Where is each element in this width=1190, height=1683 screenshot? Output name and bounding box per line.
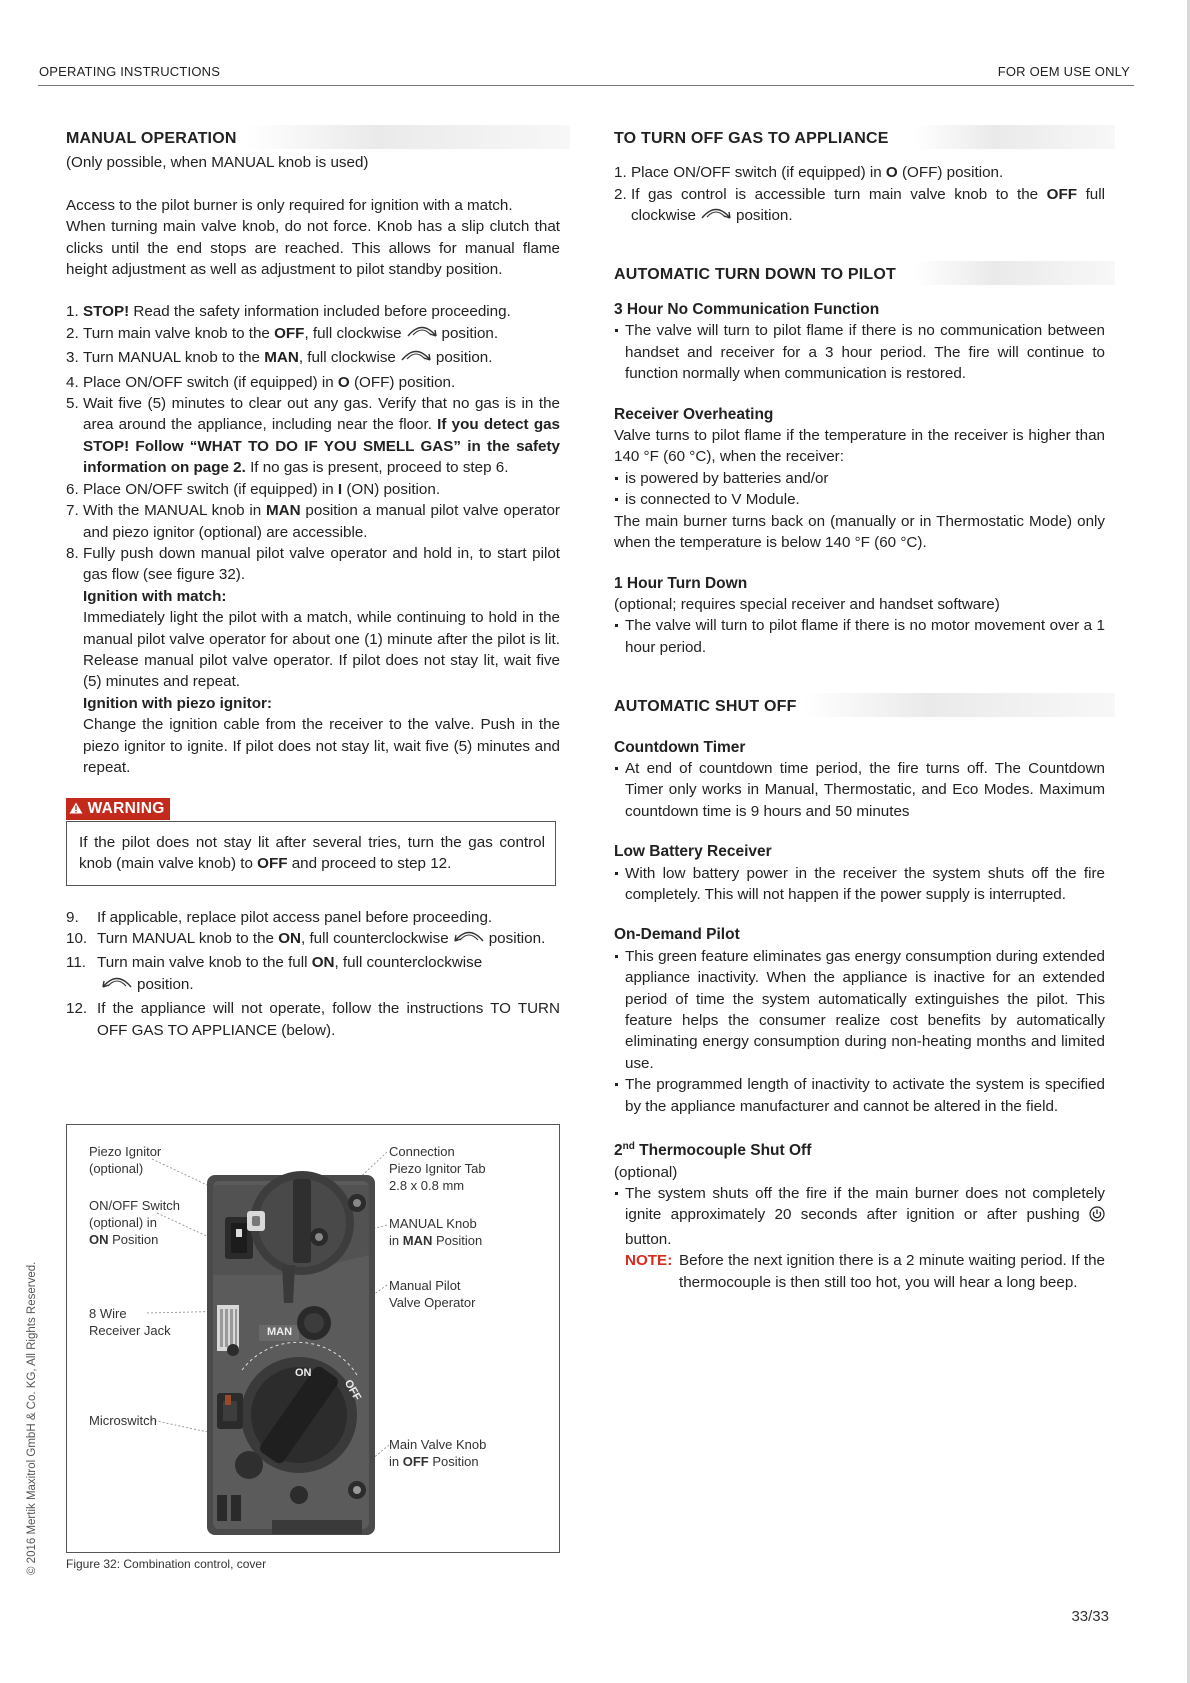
one-hour-turndown-heading: 1 Hour Turn Down <box>614 574 748 592</box>
overheating-bullet-1: is powered by batteries and/or <box>614 468 1105 489</box>
page-header <box>38 62 1134 86</box>
label-onoff-switch: ON/OFF Switch (optional) in ON Position <box>89 1198 181 1247</box>
overheating-bullet-2: is connected to V Module. <box>614 489 1105 510</box>
clockwise-arrow-icon <box>399 347 433 371</box>
figure-32 <box>66 1124 560 1553</box>
device-on-label: ON <box>295 1367 312 1379</box>
thermocouple-note: NOTE: Before the next ignition there is a 2 minute waiting period. If the thermocouple is then still too hot, you will hear a long beep. <box>625 1252 1105 1291</box>
clockwise-arrow-icon <box>699 205 733 229</box>
figure-caption: Figure 32: Combination control, cover <box>66 1557 267 1571</box>
receiver-overheating-text: Valve turns to pilot flame if the temperature in the receiver is higher than 140 °F (60 °C), when the receiver: <box>614 427 1105 466</box>
step-11: 11. Turn main valve knob to the full ON, full counterclockwise position. <box>66 952 560 998</box>
label-manual-knob: MANUAL Knob in MAN Position <box>389 1216 483 1248</box>
step-4: 4. Place ON/OFF switch (if equipped) in O (OFF) position. <box>66 373 456 391</box>
turn-off-steps <box>614 162 1105 229</box>
on-demand-pilot-heading: On-Demand Pilot <box>614 926 740 944</box>
label-microswitch: Microswitch <box>89 1413 157 1428</box>
turnoff-step-2: 2. If gas control is accessible turn main valve knob to the OFF full clockwise position. <box>614 184 1105 230</box>
thermocouple-optional: (optional) <box>614 1163 678 1181</box>
right-column <box>614 128 1105 1293</box>
one-hour-turndown-note: (optional; requires special receiver and handset software) <box>614 595 1000 613</box>
counterclockwise-arrow-icon <box>100 974 134 998</box>
ignition-match-text: Immediately light the pilot with a match, while continuing to hold in the manual pilot valve operator for about one (1) minute after the pilot is lit. Release manual pilot valve operator. If pilot does not stay lit, wait five (5) minutes and repeat. <box>83 609 560 691</box>
device-off-label: OFF <box>341 1377 364 1403</box>
device-man-label: MAN <box>267 1326 293 1338</box>
power-button-icon <box>1089 1206 1105 1228</box>
manual-intro-2: When turning main valve knob, do not force. Knob has a slip clutch that clicks until the end stops are reached. This allows for manual flame height adjustment as well as adjustment to pilot standby position. <box>66 218 560 279</box>
step-9: 9. If applicable, replace pilot access panel before proceeding. <box>66 908 493 926</box>
step-12: 12. If the appliance will not operate, follow the instructions TO TURN OFF GAS TO APPLIANCE (below). <box>66 1000 560 1039</box>
countdown-timer-heading: Countdown Timer <box>614 738 746 756</box>
step-8: 8. Fully push down manual pilot valve operator and hold in, to start pilot gas flow (see figure 32). Ignition with match: Immediately light the pilot with a match, while continuing to hold in the manual pilot valve operator for about one (1) minute after the pilot is lit. Release manual pilot valve operator. If pilot does not stay lit, wait five (5) minutes and repeat. Ignition with piezo ignitor: Change the ignition cable from the receiver to the valve. Push in the piezo ignitor to ignite. If pilot does not stay lit, wait five (5) minutes and repeat. <box>66 543 560 778</box>
clockwise-arrow-icon <box>405 323 439 347</box>
thermocouple-heading: 2nd Thermocouple Shut Off <box>614 1141 812 1160</box>
receiver-overheating-text-2: The main burner turns back on (manually or in Thermostatic Mode) only when the temperature is below 140 °F (60 °C). <box>614 512 1105 552</box>
label-main-valve-knob: Main Valve Knob in OFF Position <box>389 1437 487 1469</box>
manual-operation-title: MANUAL OPERATION <box>66 128 560 149</box>
step-6: 6. Place ON/OFF switch (if equipped) in I (ON) position. <box>66 480 441 498</box>
ignition-match-heading: Ignition with match: <box>83 587 227 605</box>
header-right: FOR OEM USE ONLY <box>997 64 1130 79</box>
warning-label: WARNING <box>66 798 170 819</box>
left-column <box>66 128 560 1041</box>
on-demand-pilot-text-2: The programmed length of inactivity to activate the system is specified by the appliance manufacturer and cannot be altered in the field. <box>614 1074 1105 1117</box>
one-hour-turndown-text: The valve will turn to pilot flame if there is no motor movement over a 1 hour period. <box>614 615 1105 658</box>
manual-steps-list <box>66 301 560 778</box>
turn-down-title: AUTOMATIC TURN DOWN TO PILOT <box>614 264 1105 285</box>
step-7: 7. With the MANUAL knob in MAN position a manual pilot valve operator and piezo ignitor (optional) are accessible. <box>66 502 560 541</box>
counterclockwise-arrow-icon <box>452 928 486 952</box>
step-2: 2. Turn main valve knob to the OFF, full clockwise position. <box>66 323 560 347</box>
warning-box: If the pilot does not stay lit after several tries, turn the gas control knob (main valve knob) to OFF and proceed to step 12. <box>66 821 556 886</box>
manual-subtitle: (Only possible, when MANUAL knob is used) <box>66 154 369 172</box>
page-number: 33/33 <box>1071 1608 1109 1625</box>
receiver-overheating-heading: Receiver Overheating <box>614 405 774 423</box>
step-3: 3. Turn MANUAL knob to the MAN, full clockwise position. <box>66 347 560 371</box>
step-10: 10. Turn MANUAL knob to the ON, full counterclockwise position. <box>66 928 560 952</box>
note-label: NOTE: <box>625 1252 673 1270</box>
label-receiver-jack: 8 Wire Receiver Jack <box>89 1306 171 1338</box>
warning-triangle-icon <box>69 802 83 814</box>
ignition-piezo-heading: Ignition with piezo ignitor: <box>83 694 272 712</box>
shut-off-title: AUTOMATIC SHUT OFF <box>614 696 1105 717</box>
turn-off-gas-title: TO TURN OFF GAS TO APPLIANCE <box>614 128 1105 149</box>
manual-steps-list-2 <box>66 907 560 1041</box>
low-battery-heading: Low Battery Receiver <box>614 843 772 861</box>
thermocouple-text: The system shuts off the fire if the main burner does not completely ignite approximately 20 seconds after ignition or after pushing button. <box>614 1183 1105 1250</box>
copyright-notice: © 2016 Mertik Maxitrol GmbH & Co. KG, All Rights Reserved. <box>26 1261 38 1575</box>
step-5: 5. Wait five (5) minutes to clear out any gas. Verify that no gas is in the area around the appliance, including near the floor. If you detect gas STOP! Follow “WHAT TO DO IF YOU SMELL GAS” in the safety information on page 2. If no gas is present, proceed to step 6. <box>66 395 561 477</box>
no-communication-text: The valve will turn to pilot flame if there is no communication between handset and receiver for a 3 hour period. The fire will continue to function normally when communication is restored. <box>614 320 1105 384</box>
label-piezo-connection: Connection Piezo Ignitor Tab 2.8 x 0.8 mm <box>389 1144 486 1193</box>
countdown-timer-text: At end of countdown time period, the fire turns off. The Countdown Timer only works in Manual, Thermostatic, and Eco Modes. Maximum countdown time is 9 hours and 50 minutes <box>614 758 1105 822</box>
step-1: 1. STOP! Read the safety information included before proceeding. <box>66 303 511 321</box>
low-battery-text: With low battery power in the receiver the system shuts off the fire completely. This will not happen if the power supply is interrupted. <box>614 863 1105 906</box>
ignition-piezo-text: Change the ignition cable from the receiver to the valve. Push in the piezo ignitor to ignite. If pilot does not stay lit, wait five (5) minutes and repeat. <box>83 716 560 776</box>
no-communication-heading: 3 Hour No Communication Function <box>614 301 880 319</box>
turnoff-step-1: 1. Place ON/OFF switch (if equipped) in O (OFF) position. <box>614 164 1004 182</box>
label-piezo-ignitor: Piezo Ignitor (optional) <box>89 1144 162 1176</box>
header-left: OPERATING INSTRUCTIONS <box>39 64 221 79</box>
on-demand-pilot-text-1: This green feature eliminates gas energy consumption during extended appliance inactivity. When the appliance is inactive for an extended period of time the system automatically extinguishes the pilot. This feature helps the consumer realize cost benefits by automatically eliminating energy consumption during non-heating months and limited use. <box>614 946 1105 1074</box>
manual-intro-1: Access to the pilot burner is only required for ignition with a match. <box>66 196 513 214</box>
label-pilot-operator: Manual Pilot Valve Operator <box>389 1278 476 1310</box>
